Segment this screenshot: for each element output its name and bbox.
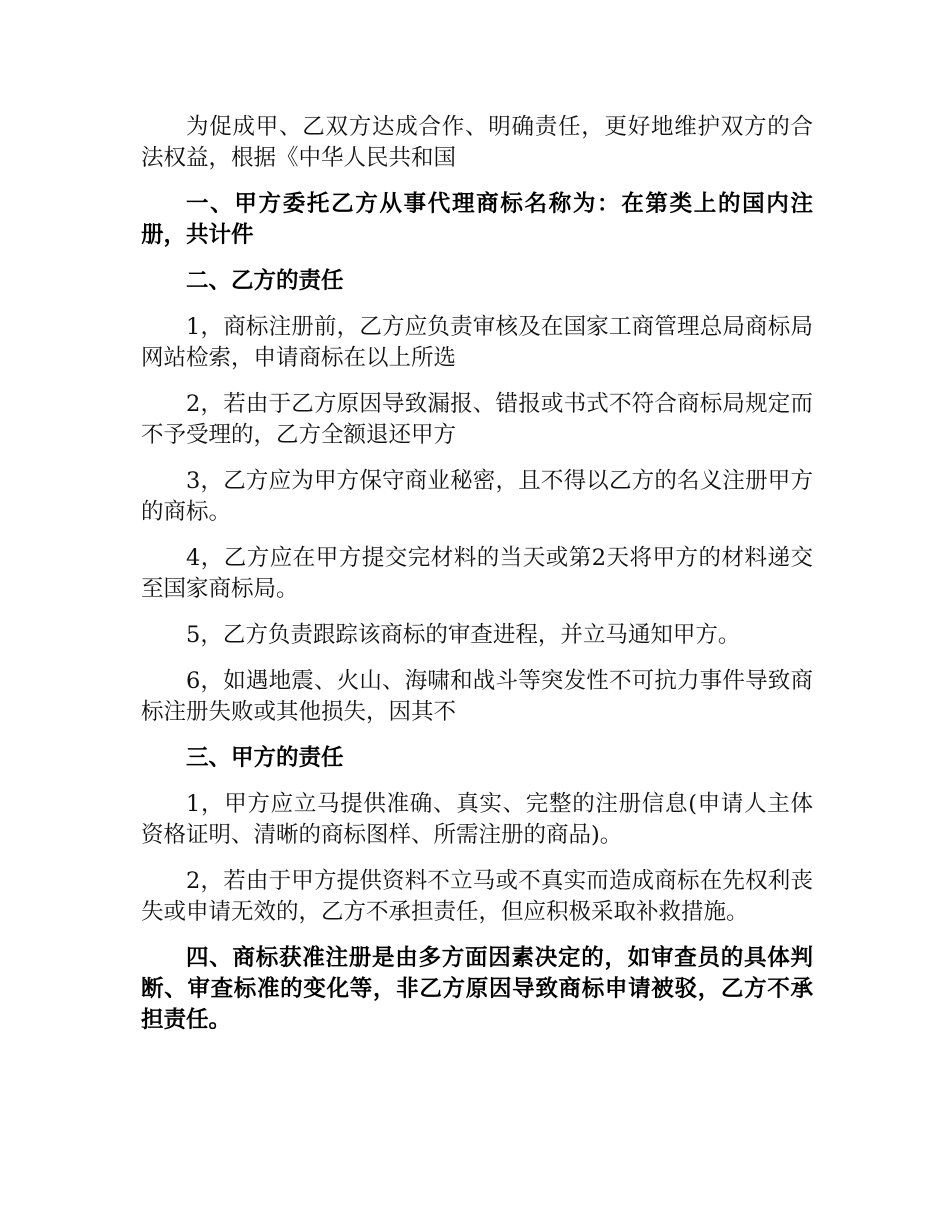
section-2-item-5: 5，乙方负责跟踪该商标的审查进程，并立马通知甲方。 <box>186 622 741 648</box>
section-3-item-1: 1，甲方应立马提供准确、真实、完整的注册信息(申请人主体资格证明、清晰的商标图样、所需注册的商品)。 <box>141 791 813 848</box>
section-2-item-1: 1，商标注册前，乙方应负责审核及在国家工商管理总局商标局网站检索，申请商标在以上所选 <box>141 314 813 371</box>
section-3-heading: 三、甲方的责任 <box>186 745 344 771</box>
intro-paragraph: 为促成甲、乙双方达成合作、明确责任，更好地维护双方的合法权益，根据《中华人民共和国 <box>141 114 813 171</box>
clause-1-heading: 一、甲方委托乙方从事代理商标名称为：在第类上的国内注册，共计件 <box>141 191 813 248</box>
section-2-item-2: 2，若由于乙方原因导致漏报、错报或书式不符合商标局规定而不予受理的，乙方全额退还甲方 <box>141 391 813 448</box>
section-2-item-6: 6，如遇地震、火山、海啸和战斗等突发性不可抗力事件导致商标注册失败或其他损失，因其不 <box>141 668 813 725</box>
section-4-paragraph: 四、商标获准注册是由多方面因素决定的，如审查员的具体判断、审查标准的变化等，非乙方原因导致商标申请被驳，乙方不承担责任。 <box>141 945 813 1033</box>
section-2-item-4: 4，乙方应在甲方提交完材料的当天或第2天将甲方的材料递交至国家商标局。 <box>141 545 813 602</box>
document-page <box>141 112 813 1051</box>
section-2-heading: 二、乙方的责任 <box>186 268 344 294</box>
section-3-item-2: 2，若由于甲方提供资料不立马或不真实而造成商标在先权利丧失或申请无效的，乙方不承担责任，但应积极采取补救措施。 <box>141 868 813 925</box>
section-2-item-3: 3，乙方应为甲方保守商业秘密，且不得以乙方的名义注册甲方的商标。 <box>141 468 813 525</box>
